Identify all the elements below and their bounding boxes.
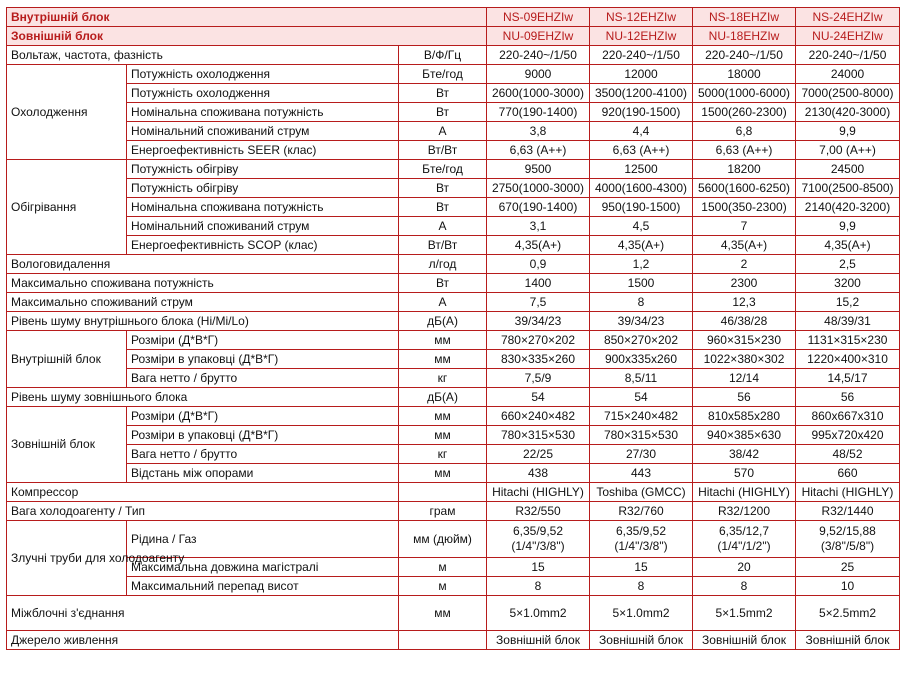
unit-cell: мм (399, 596, 487, 631)
value-cell: 4,4 (590, 122, 693, 141)
value-cell: 2300 (693, 274, 796, 293)
pipe-mm: 9,52/15,88 (819, 524, 876, 538)
row-label: Потужність охолодження (127, 65, 399, 84)
indoor-model: NS-12EHZIw (590, 8, 693, 27)
table-row (7, 27, 900, 46)
unit-cell: В/Ф/Гц (399, 46, 487, 65)
unit-cell: Бте/год (399, 65, 487, 84)
value-cell: 5×1.5mm2 (693, 596, 796, 631)
row-label: Енергоефективність SEER (клас) (127, 141, 399, 160)
spec-table (6, 7, 900, 650)
table-row (7, 350, 900, 369)
row-label: Потужність охолодження (127, 84, 399, 103)
unit-cell: мм (399, 464, 487, 483)
value-cell: 6,63 (А++) (693, 141, 796, 160)
row-label: Відстань між опорами (127, 464, 399, 483)
table-row (7, 84, 900, 103)
value-cell: 220-240~/1/50 (590, 46, 693, 65)
value-cell: 39/34/23 (487, 312, 590, 331)
group-label: Зовнішній блок (7, 407, 127, 483)
value-cell: 12/14 (693, 369, 796, 388)
value-cell: 1,2 (590, 255, 693, 274)
unit-cell: кг (399, 445, 487, 464)
row-label: Потужність обігріву (127, 179, 399, 198)
value-cell: 2600(1000-3000) (487, 84, 590, 103)
pipe-mm: 6,35/9,52 (512, 524, 564, 538)
table-row (7, 198, 900, 217)
unit-cell (399, 631, 487, 650)
unit-cell: Вт (399, 198, 487, 217)
value-cell: 24000 (796, 65, 900, 84)
table-row (7, 293, 900, 312)
group-label: Охолодження (7, 65, 127, 160)
value-cell: Toshiba (GMCC) (590, 483, 693, 502)
value-cell: R32/1440 (796, 502, 900, 521)
value-cell: 1500 (590, 274, 693, 293)
unit-cell: мм (399, 350, 487, 369)
outdoor-model: NU-09EHZIw (487, 27, 590, 46)
value-cell: 5000(1000-6000) (693, 84, 796, 103)
value-cell: Зовнішній блок (487, 631, 590, 650)
table-row (7, 596, 900, 631)
value-cell: 1500(260-2300) (693, 103, 796, 122)
unit-cell: мм (399, 331, 487, 350)
table-row (7, 274, 900, 293)
group-label: Внутрішній блок (7, 331, 127, 388)
value-cell (693, 521, 796, 558)
value-cell: 18000 (693, 65, 796, 84)
value-cell: 1220×400×310 (796, 350, 900, 369)
table-row (7, 217, 900, 236)
row-label: Енергоефективність SCOP (клас) (127, 236, 399, 255)
outdoor-model: NU-12EHZIw (590, 27, 693, 46)
row-label: Вага холодоагенту / Тип (7, 502, 399, 521)
row-label: Максимально споживаний струм (7, 293, 399, 312)
row-label: Вольтаж, частота, фазність (7, 46, 399, 65)
value-cell: 4,35(А+) (796, 236, 900, 255)
unit-cell: л/год (399, 255, 487, 274)
value-cell: 15,2 (796, 293, 900, 312)
value-cell: 7,00 (А++) (796, 141, 900, 160)
table-row (7, 141, 900, 160)
table-row (7, 160, 900, 179)
value-cell: 670(190-1400) (487, 198, 590, 217)
unit-cell: А (399, 122, 487, 141)
value-cell: 14,5/17 (796, 369, 900, 388)
table-row (7, 122, 900, 141)
row-label: Номінальна споживана потужність (127, 103, 399, 122)
pipe-inch: (1/4"/3/8") (614, 539, 668, 553)
table-row (7, 103, 900, 122)
value-cell: 48/39/31 (796, 312, 900, 331)
unit-cell: дБ(А) (399, 312, 487, 331)
row-label: Рідина / Газ (127, 521, 399, 558)
table-row (7, 388, 900, 407)
value-cell: 7000(2500-8000) (796, 84, 900, 103)
value-cell: 18200 (693, 160, 796, 179)
value-cell: Hitachi (HIGHLY) (796, 483, 900, 502)
table-row (7, 179, 900, 198)
value-cell: 54 (590, 388, 693, 407)
value-cell: 2 (693, 255, 796, 274)
value-cell: 9,9 (796, 122, 900, 141)
table-row (7, 577, 900, 596)
indoor-model: NS-18EHZIw (693, 8, 796, 27)
unit-cell: м (399, 558, 487, 577)
value-cell: 2,5 (796, 255, 900, 274)
table-row (7, 255, 900, 274)
value-cell: 780×315×530 (590, 426, 693, 445)
value-cell: 770(190-1400) (487, 103, 590, 122)
outdoor-model: NU-24EHZIw (796, 27, 900, 46)
value-cell: 4,35(А+) (693, 236, 796, 255)
unit-cell: Бте/год (399, 160, 487, 179)
pipe-inch: (1/4"/1/2") (717, 539, 771, 553)
value-cell: 960×315×230 (693, 331, 796, 350)
value-cell: R32/1200 (693, 502, 796, 521)
value-cell: 920(190-1500) (590, 103, 693, 122)
pipe-inch: (3/8"/5/8") (820, 539, 875, 553)
value-cell: 20 (693, 558, 796, 577)
unit-cell: Вт (399, 103, 487, 122)
value-cell: 8 (590, 293, 693, 312)
value-cell: 220-240~/1/50 (487, 46, 590, 65)
indoor-header: Внутрішній блок (7, 8, 487, 27)
value-cell: 4,35(А+) (590, 236, 693, 255)
row-label: Максимальна довжина магістралі (127, 558, 399, 577)
table-row (7, 426, 900, 445)
value-cell: 940×385×630 (693, 426, 796, 445)
value-cell: 5600(1600-6250) (693, 179, 796, 198)
row-label: Рівень шуму внутрішнього блока (Hi/Mi/Lo) (7, 312, 399, 331)
row-label: Розміри (Д*В*Г) (127, 407, 399, 426)
value-cell: 2140(420-3200) (796, 198, 900, 217)
unit-cell: кг (399, 369, 487, 388)
value-cell: 900x335x260 (590, 350, 693, 369)
value-cell: 443 (590, 464, 693, 483)
value-cell: 995x720x420 (796, 426, 900, 445)
value-cell: 438 (487, 464, 590, 483)
row-label: Вага нетто / брутто (127, 369, 399, 388)
value-cell: 220-240~/1/50 (796, 46, 900, 65)
value-cell: 5×2.5mm2 (796, 596, 900, 631)
value-cell: 27/30 (590, 445, 693, 464)
value-cell: 7 (693, 217, 796, 236)
value-cell: Hitachi (HIGHLY) (487, 483, 590, 502)
table-row (7, 312, 900, 331)
table-row (7, 65, 900, 84)
value-cell: 8 (590, 577, 693, 596)
row-label: Джерело живлення (7, 631, 399, 650)
table-row (7, 236, 900, 255)
value-cell: 39/34/23 (590, 312, 693, 331)
unit-cell: мм (399, 426, 487, 445)
value-cell: 12500 (590, 160, 693, 179)
row-label: Розміри в упаковці (Д*В*Г) (127, 426, 399, 445)
unit-cell: дБ(А) (399, 388, 487, 407)
value-cell: 780×315×530 (487, 426, 590, 445)
value-cell: 830×335×260 (487, 350, 590, 369)
value-cell: 660 (796, 464, 900, 483)
value-cell: Зовнішній блок (590, 631, 693, 650)
value-cell: 570 (693, 464, 796, 483)
row-label: Потужність обігріву (127, 160, 399, 179)
value-cell: Зовнішній блок (796, 631, 900, 650)
row-label: Розміри в упаковці (Д*В*Г) (127, 350, 399, 369)
value-cell: 810x585x280 (693, 407, 796, 426)
value-cell: 1500(350-2300) (693, 198, 796, 217)
table-row (7, 46, 900, 65)
table-row (7, 8, 900, 27)
value-cell: 4,5 (590, 217, 693, 236)
pipe-mm: 6,35/9,52 (615, 524, 667, 538)
value-cell (487, 521, 590, 558)
value-cell: 5×1.0mm2 (487, 596, 590, 631)
pipe-inch: (1/4"/3/8") (511, 539, 565, 553)
value-cell: 7,5 (487, 293, 590, 312)
indoor-model: NS-24EHZIw (796, 8, 900, 27)
value-cell: 9000 (487, 65, 590, 84)
unit-cell: м (399, 577, 487, 596)
table-row (7, 464, 900, 483)
value-cell: 22/25 (487, 445, 590, 464)
table-row (7, 445, 900, 464)
group-label: Злучні труби для холодоагенту (7, 521, 127, 596)
value-cell: 8 (487, 577, 590, 596)
value-cell: R32/760 (590, 502, 693, 521)
indoor-model: NS-09EHZIw (487, 8, 590, 27)
value-cell: 2750(1000-3000) (487, 179, 590, 198)
unit-cell: мм (дюйм) (399, 521, 487, 558)
value-cell: 8,5/11 (590, 369, 693, 388)
value-cell: 715×240×482 (590, 407, 693, 426)
unit-cell: грам (399, 502, 487, 521)
row-label: Номінальний споживаний струм (127, 217, 399, 236)
value-cell: 3200 (796, 274, 900, 293)
table-row (7, 558, 900, 577)
value-cell: 15 (590, 558, 693, 577)
value-cell: Hitachi (HIGHLY) (693, 483, 796, 502)
row-label: Компрессор (7, 483, 399, 502)
value-cell (796, 521, 900, 558)
row-label: Вага нетто / брутто (127, 445, 399, 464)
value-cell: 12,3 (693, 293, 796, 312)
unit-cell: Вт (399, 179, 487, 198)
table-row (7, 331, 900, 350)
row-label: Максимально споживана потужність (7, 274, 399, 293)
table-row (7, 521, 900, 558)
unit-cell: мм (399, 407, 487, 426)
value-cell: 1131×315×230 (796, 331, 900, 350)
value-cell: 6,8 (693, 122, 796, 141)
row-label: Рівень шуму зовнішнього блока (7, 388, 399, 407)
value-cell: 2130(420-3000) (796, 103, 900, 122)
value-cell: 9500 (487, 160, 590, 179)
value-cell: R32/550 (487, 502, 590, 521)
row-label: Номінальна споживана потужність (127, 198, 399, 217)
value-cell: 56 (796, 388, 900, 407)
pipe-mm: 6,35/12,7 (718, 524, 770, 538)
value-cell: 10 (796, 577, 900, 596)
value-cell: 4,35(А+) (487, 236, 590, 255)
value-cell (590, 521, 693, 558)
value-cell: 950(190-1500) (590, 198, 693, 217)
value-cell: 3,8 (487, 122, 590, 141)
table-row (7, 369, 900, 388)
value-cell: 5×1.0mm2 (590, 596, 693, 631)
unit-cell: А (399, 217, 487, 236)
value-cell: 46/38/28 (693, 312, 796, 331)
value-cell: 3,1 (487, 217, 590, 236)
value-cell: 850×270×202 (590, 331, 693, 350)
value-cell: 48/52 (796, 445, 900, 464)
value-cell: 4000(1600-4300) (590, 179, 693, 198)
value-cell: 54 (487, 388, 590, 407)
value-cell: 220-240~/1/50 (693, 46, 796, 65)
value-cell: 660×240×482 (487, 407, 590, 426)
value-cell: 7,5/9 (487, 369, 590, 388)
unit-cell: Вт/Вт (399, 236, 487, 255)
value-cell: 860x667x310 (796, 407, 900, 426)
outdoor-model: NU-18EHZIw (693, 27, 796, 46)
value-cell: 25 (796, 558, 900, 577)
value-cell: 9,9 (796, 217, 900, 236)
unit-cell: Вт (399, 84, 487, 103)
table-row (7, 407, 900, 426)
value-cell: Зовнішній блок (693, 631, 796, 650)
value-cell: 56 (693, 388, 796, 407)
value-cell: 24500 (796, 160, 900, 179)
value-cell: 6,63 (А++) (590, 141, 693, 160)
row-label: Номінальний споживаний струм (127, 122, 399, 141)
value-cell: 15 (487, 558, 590, 577)
value-cell: 7100(2500-8500) (796, 179, 900, 198)
table-row (7, 631, 900, 650)
row-label: Максимальний перепад висот (127, 577, 399, 596)
value-cell: 38/42 (693, 445, 796, 464)
value-cell: 3500(1200-4100) (590, 84, 693, 103)
value-cell: 12000 (590, 65, 693, 84)
value-cell: 780×270×202 (487, 331, 590, 350)
row-label: Розміри (Д*В*Г) (127, 331, 399, 350)
unit-cell: Вт (399, 274, 487, 293)
unit-cell: А (399, 293, 487, 312)
value-cell: 0,9 (487, 255, 590, 274)
outdoor-header: Зовнішній блок (7, 27, 487, 46)
group-label: Обігрівання (7, 160, 127, 255)
value-cell: 8 (693, 577, 796, 596)
table-row (7, 502, 900, 521)
unit-cell (399, 483, 487, 502)
row-label: Міжблочні з'єднання (7, 596, 399, 631)
value-cell: 1022×380×302 (693, 350, 796, 369)
row-label: Вологовидалення (7, 255, 399, 274)
table-row (7, 483, 900, 502)
value-cell: 1400 (487, 274, 590, 293)
unit-cell: Вт/Вт (399, 141, 487, 160)
value-cell: 6,63 (А++) (487, 141, 590, 160)
